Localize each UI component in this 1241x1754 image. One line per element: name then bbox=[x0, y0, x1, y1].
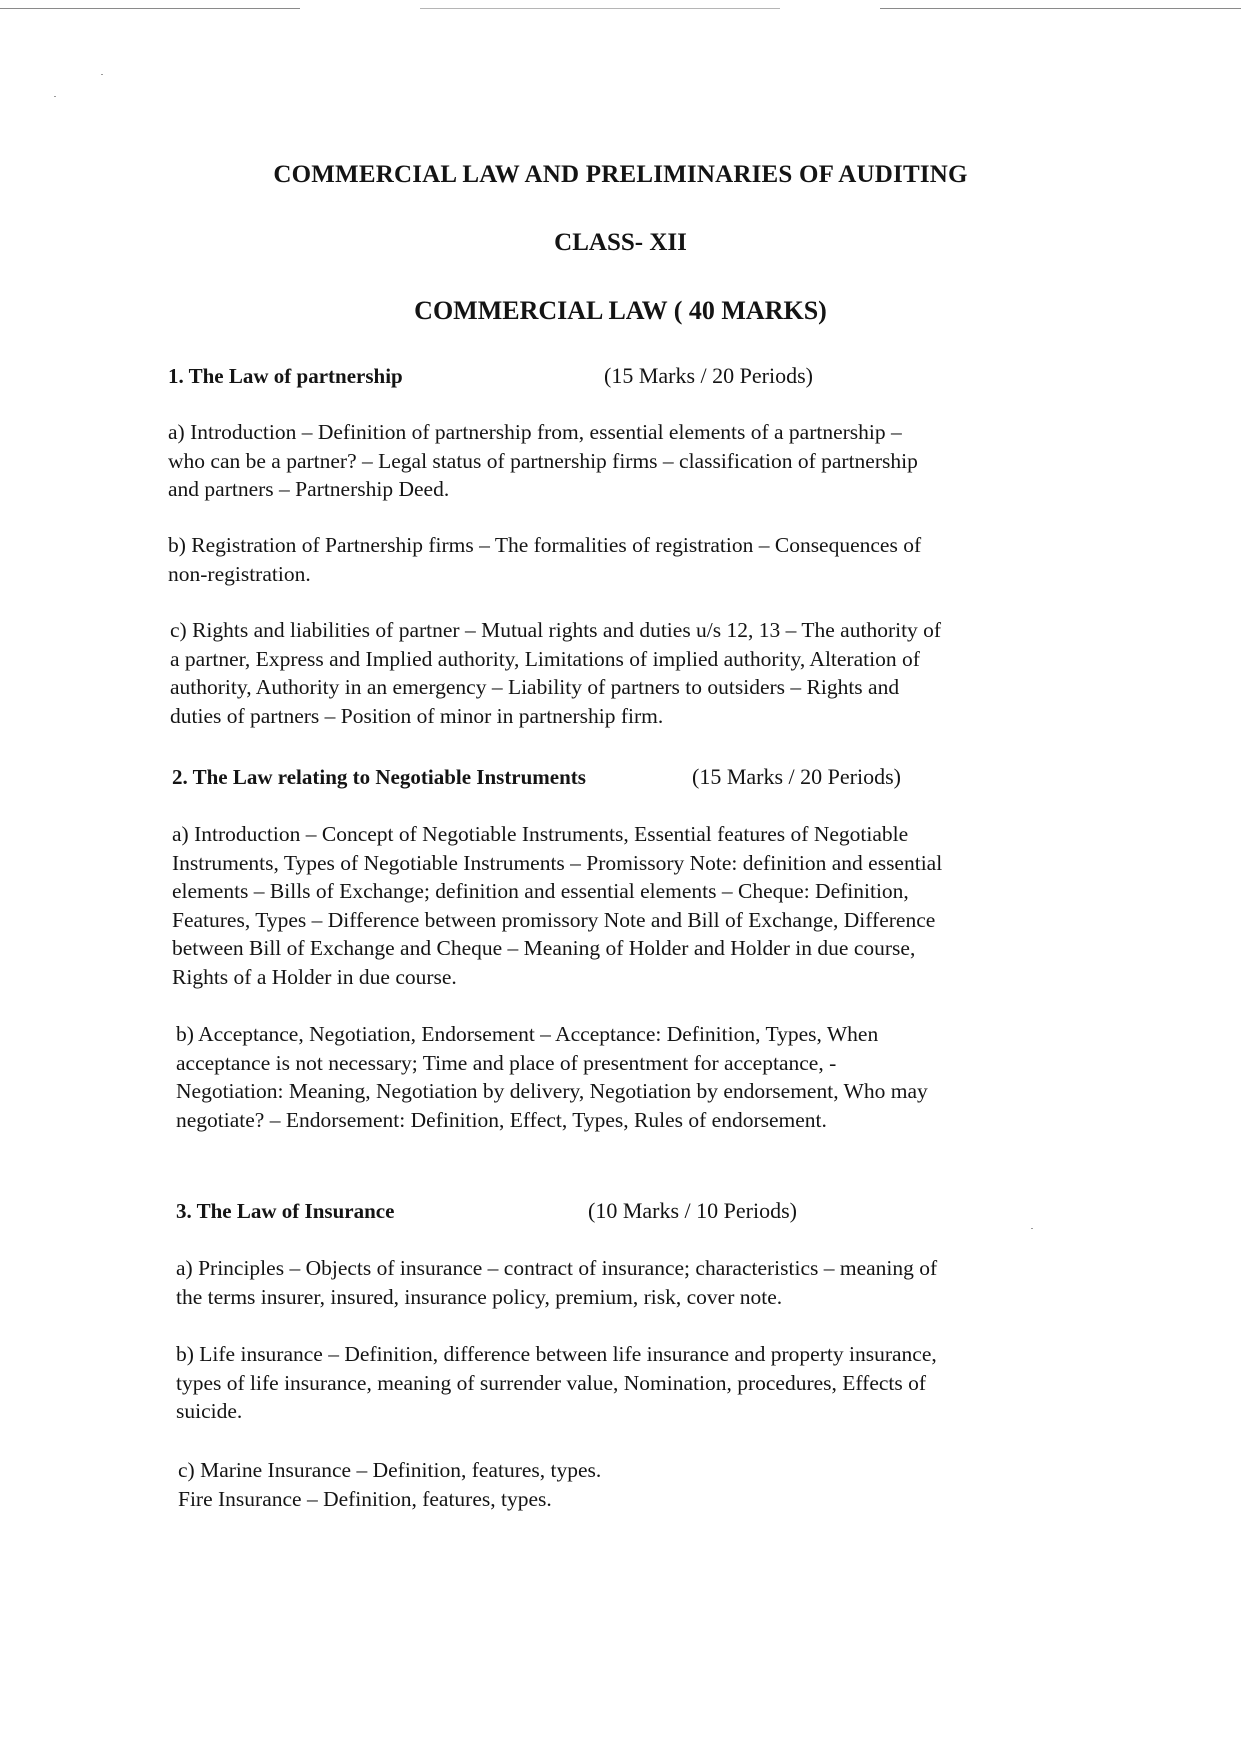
paragraph-line: Features, Types – Difference between promissory Note and Bill of Exchange, Difference bbox=[172, 907, 936, 932]
paragraph-line: and partners – Partnership Deed. bbox=[168, 477, 450, 501]
scan-edge-line bbox=[0, 8, 300, 9]
section-3-marks: (10 Marks / 10 Periods) bbox=[588, 1198, 797, 1223]
paragraph-line: the terms insurer, insured, insurance policy, premium, risk, cover note. bbox=[176, 1284, 783, 1309]
scan-edge-line bbox=[880, 8, 1241, 9]
scan-speck bbox=[1031, 1228, 1033, 1229]
section-heading: COMMERCIAL LAW ( 40 MARKS) bbox=[414, 296, 827, 325]
scan-speck bbox=[54, 96, 56, 97]
section-2-paragraph-b bbox=[176, 1020, 928, 1134]
section-2-marks: (15 Marks / 20 Periods) bbox=[692, 764, 901, 789]
section-3-header bbox=[176, 1197, 797, 1225]
paragraph-line: non-registration. bbox=[168, 561, 311, 586]
paragraph-line: a) Introduction – Concept of Negotiable Instruments, Essential features of Negotiable bbox=[172, 822, 909, 846]
paragraph-line: authority, Authority in an emergency – Liability of partners to outsiders – Rights and bbox=[170, 675, 900, 699]
paragraph-line: b) Registration of Partnership firms – The formalities of registration – Consequences of bbox=[168, 533, 922, 557]
section-1-paragraph-b bbox=[168, 531, 921, 588]
paragraph-line: Instruments, Types of Negotiable Instruments – Promissory Note: definition and essential bbox=[172, 850, 943, 875]
paragraph-line: suicide. bbox=[176, 1399, 243, 1423]
paragraph-line: a) Principles – Objects of insurance – contract of insurance; characteristics – meaning of bbox=[176, 1256, 938, 1280]
class-label: CLASS- XII bbox=[554, 229, 687, 256]
section-2-title: 2. The Law relating to Negotiable Instruments bbox=[172, 765, 586, 789]
section-1-header bbox=[168, 362, 813, 390]
scan-speck bbox=[101, 74, 103, 75]
paragraph-line: duties of partners – Position of minor in partnership firm. bbox=[170, 703, 664, 728]
scan-edge-line bbox=[420, 8, 780, 9]
paragraph-line: c) Rights and liabilities of partner – Mutual rights and duties u/s 12, 13 – The authority of bbox=[170, 618, 942, 642]
section-1-marks: (15 Marks / 20 Periods) bbox=[604, 363, 813, 388]
paragraph-line: Fire Insurance – Definition, features, types. bbox=[178, 1486, 552, 1511]
section-3-paragraph-b bbox=[176, 1340, 937, 1426]
section-3-paragraph-a bbox=[176, 1254, 937, 1311]
section-1-title: 1. The Law of partnership bbox=[168, 364, 403, 388]
section-2-paragraph-a bbox=[172, 820, 942, 991]
paragraph-line: elements – Bills of Exchange; definition and essential elements – Cheque: Definition, bbox=[172, 879, 909, 903]
document-title: COMMERCIAL LAW AND PRELIMINARIES OF AUDITING bbox=[273, 161, 968, 188]
paragraph-line: acceptance is not necessary; Time and place of presentment for acceptance, - bbox=[176, 1050, 837, 1075]
paragraph-line: c) Marine Insurance – Definition, features, types. bbox=[178, 1458, 602, 1482]
paragraph-line: b) Acceptance, Negotiation, Endorsement – Acceptance: Definition, Types, When bbox=[176, 1022, 879, 1046]
section-1-paragraph-c bbox=[170, 616, 941, 730]
paragraph-line: negotiate? – Endorsement: Definition, Effect, Types, Rules of endorsement. bbox=[176, 1107, 827, 1132]
paragraph-line: between Bill of Exchange and Cheque – Meaning of Holder and Holder in due course, bbox=[172, 936, 916, 960]
paragraph-line: types of life insurance, meaning of surrender value, Nomination, procedures, Effects of bbox=[176, 1370, 927, 1395]
section-2-header bbox=[172, 763, 901, 791]
paragraph-line: Rights of a Holder in due course. bbox=[172, 964, 457, 989]
section-3-paragraph-c bbox=[178, 1456, 601, 1513]
paragraph-line: a partner, Express and Implied authority, Limitations of implied authority, Alteration of bbox=[170, 646, 920, 671]
paragraph-line: Negotiation: Meaning, Negotiation by delivery, Negotiation by endorsement, Who may bbox=[176, 1079, 928, 1103]
paragraph-line: b) Life insurance – Definition, difference between life insurance and property insurance, bbox=[176, 1342, 937, 1366]
section-3-title: 3. The Law of Insurance bbox=[176, 1199, 395, 1223]
paragraph-line: a) Introduction – Definition of partnership from, essential elements of a partnership – bbox=[168, 420, 902, 444]
section-1-paragraph-a bbox=[168, 418, 918, 504]
paragraph-line: who can be a partner? – Legal status of partnership firms – classification of partnership bbox=[168, 448, 918, 473]
